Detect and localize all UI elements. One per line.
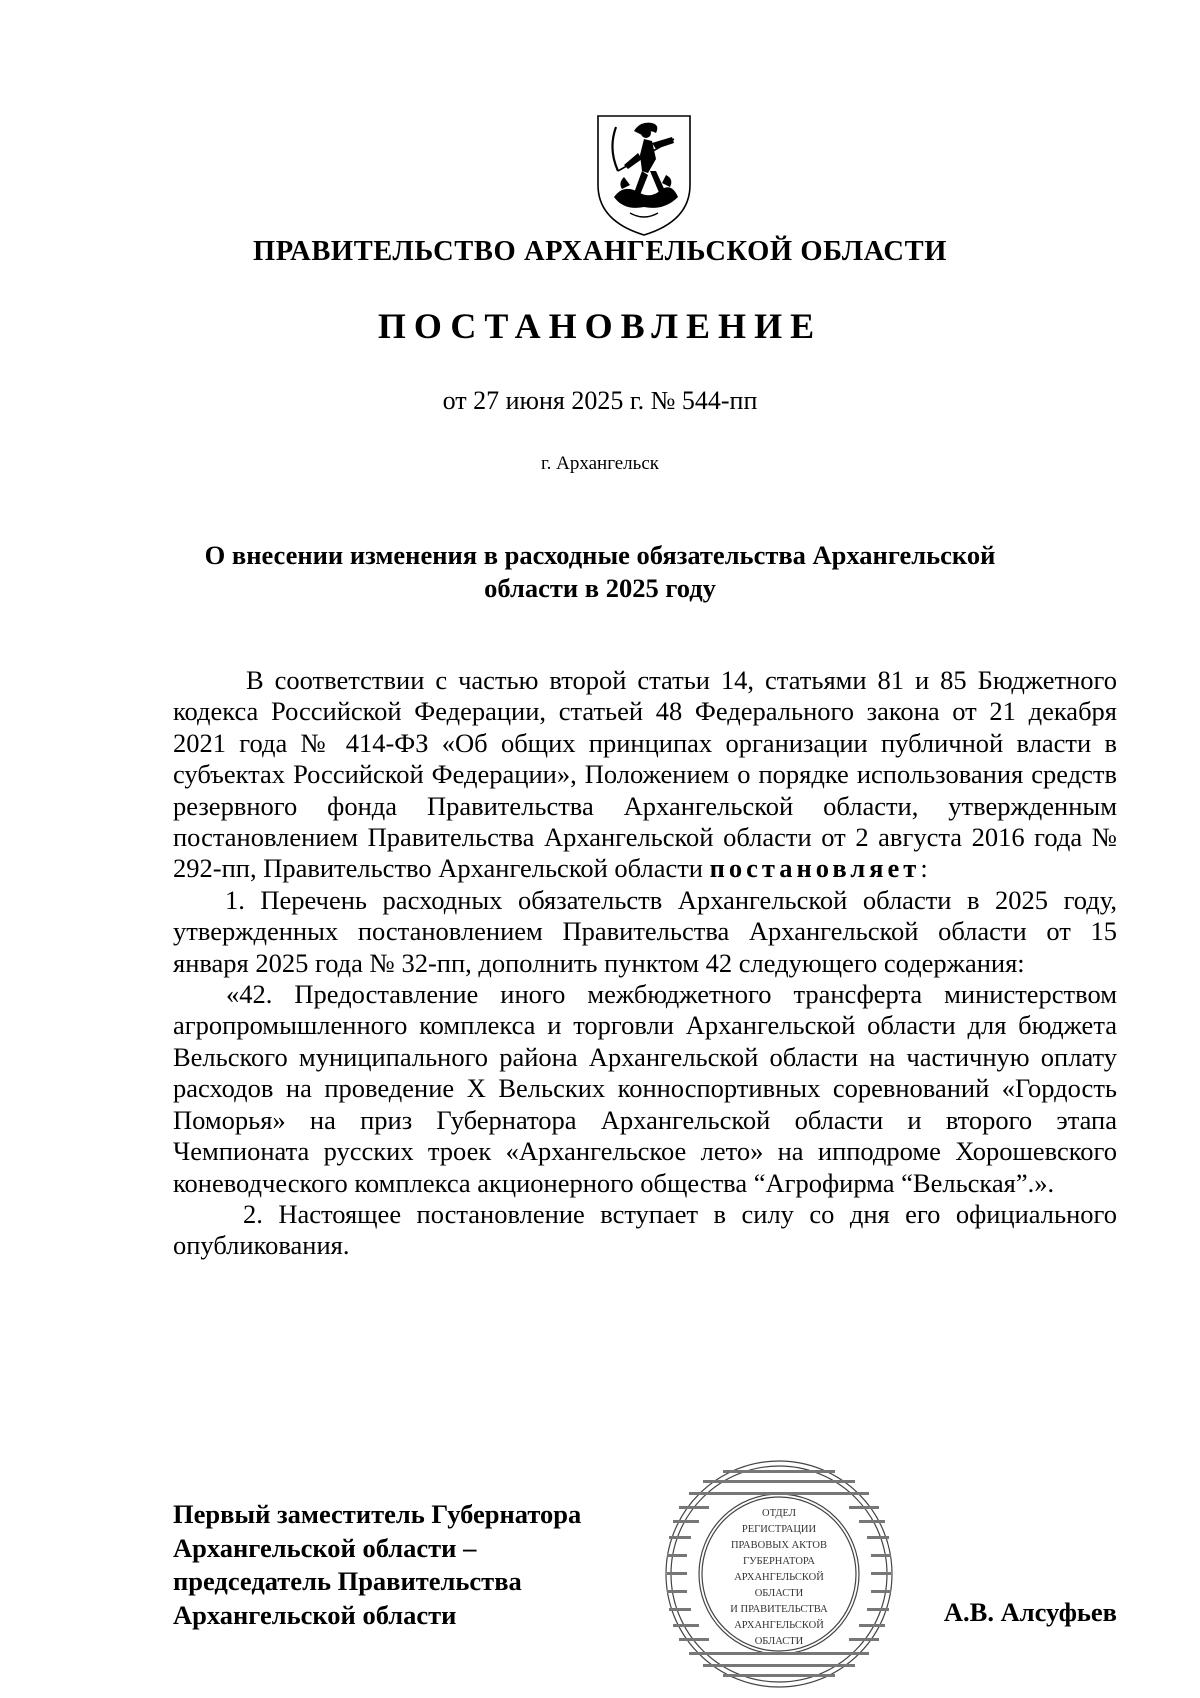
seal-text-line: ОБЛАСТИ [754,1636,804,1647]
signatory-position-line: Первый заместитель Губернатора [173,1499,582,1529]
seal-text-line: ОБЛАСТИ [754,1588,804,1599]
document-city: г. Архангельск [540,453,659,474]
signatory-position [173,1498,693,1632]
preamble-paragraph [173,665,1117,885]
seal-text-line: ГУБЕРНАТОРА [743,1556,815,1567]
seal-text-line: АРХАНГЕЛЬСКОЙ [734,1620,824,1631]
document-body [173,665,1117,1262]
decree-keyword: постановляет [709,853,921,884]
seal-text-line: ОТДЕЛ [762,1508,796,1519]
preamble-colon: : [920,853,928,884]
organization-name: ПРАВИТЕЛЬСТВО АРХАНГЕЛЬСКОЙ ОБЛАСТИ [253,236,947,267]
preamble-text: В соответствии с частью второй статьи 14, статьями 81 и 85 Бюджетного кодекса Российской Федерации, статьей 48 Федерального закона от 21 декабря 2021 года № 414-ФЗ «Об общих принципах организации публичной власти в субъектах Российской Федерации», Положением о порядке использования средств резервного фонда Правительства Архангельской области, утвержденным постановлением Правительства Архангельской области от 2 августа 2016 года № 292-пп, Правительство Архангельской области [173,665,1117,884]
signatory-position-line: Архангельской области [173,1599,457,1630]
document-date-number: от 27 июня 2025 г. № 544-пп [442,386,758,415]
seal-text-line: ПРАВОВЫХ АКТОВ [730,1540,828,1551]
signatory-position-line: Архангельской области – [173,1532,477,1563]
official-seal [663,1458,895,1690]
coat-of-arms-icon [594,113,694,237]
seal-text-line: РЕГИСТРАЦИИ [741,1524,817,1535]
item-1-paragraph: 1. Перечень расходных обязательств Архангельской области в 2025 году, утвержденных постановлением Правительства Архангельской области от 15 января 2025 года № 32-пп, дополнить пунктом 42 следующего содержания: [173,884,1117,978]
document-title-line: области в 2025 году [484,573,716,603]
seal-text-line: И ПРАВИТЕЛЬСТВА [730,1604,828,1615]
seal-text-line: АРХАНГЕЛЬСКОЙ [734,1572,824,1583]
document-title-line: О внесении изменения в расходные обязательства Архангельской [204,540,996,570]
item-2-paragraph: 2. Настоящее постановление вступает в силу со дня его официального опубликования. [173,1198,1117,1261]
signatory-position-line: председатель Правительства [173,1566,522,1596]
signatory-name: А.В. Алсуфьев [943,1597,1117,1627]
document-type: ПОСТАНОВЛЕНИЕ [377,306,823,346]
item-1-quote-paragraph: «42. Предоставление иного межбюджетного трансферта министерством агропромышленного комплекса и торговли Архангельской области для бюджета Вельского муниципального района Архангельской области на частичную оплату расходов на проведение X Вельских конноспортивных соревнований «Гордость Поморья» на приз Губернатора Архангельской области и второго этапа Чемпионата русских троек «Архангельское лето» на ипподроме Хорошевского коневодческого комплекса акционерного общества “Агрофирма “Вельская”.». [173,979,1117,1198]
document-title [0,539,1200,605]
